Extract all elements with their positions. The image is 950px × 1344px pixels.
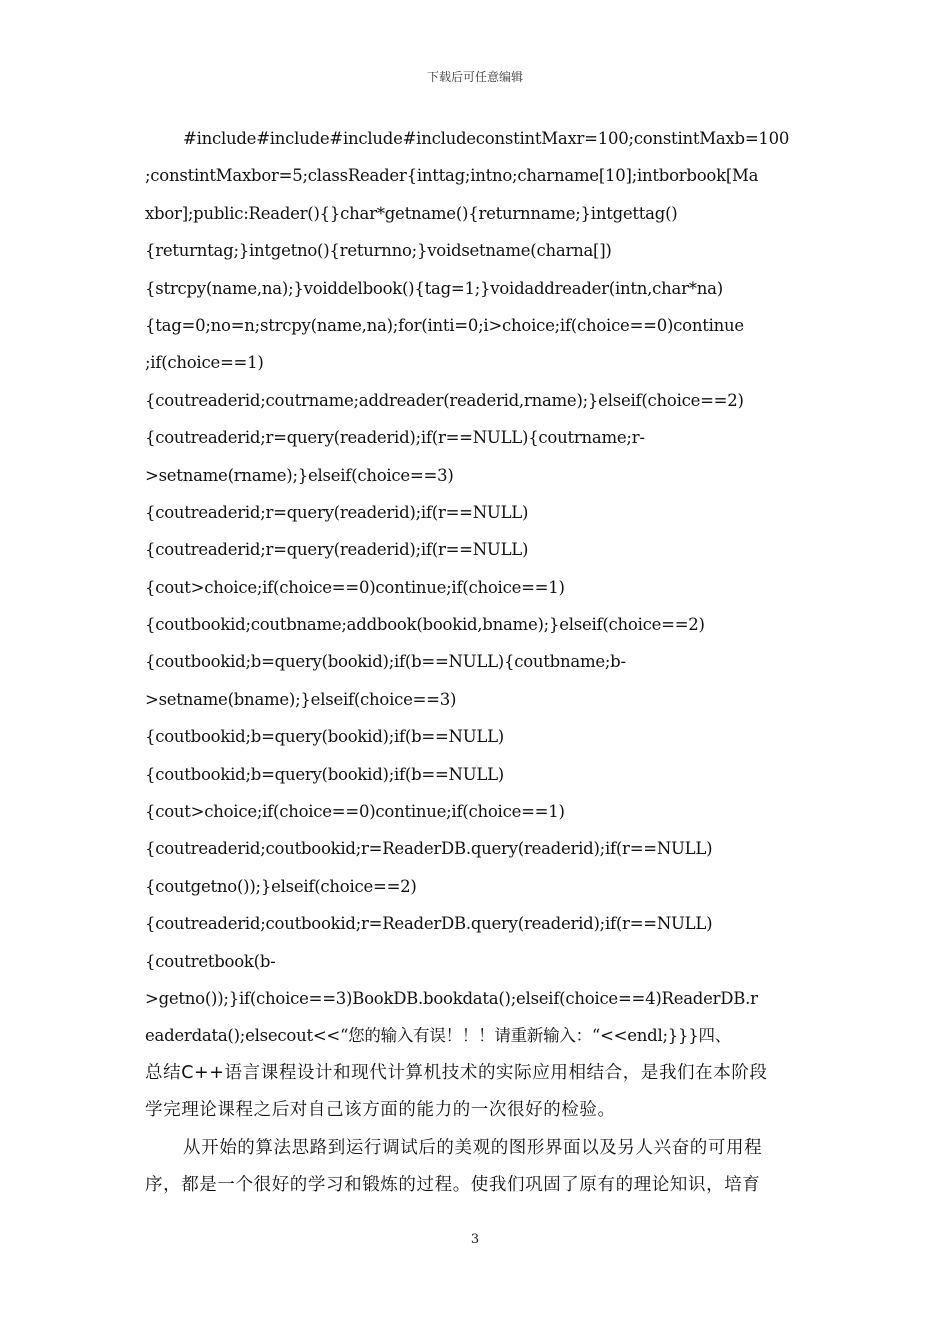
- code-line: >getno());}if(choice==3)BookDB.bookdata();elseif(choice==4)ReaderDB.r: [145, 988, 758, 1008]
- code-line: {coutgetno());}elseif(choice==2): [145, 876, 417, 896]
- code-line: {coutreaderid;r=query(readerid);if(r==NULL): [145, 540, 529, 560]
- code-line: {tag=0;no=n;strcpy(name,na);for(inti=0;i>choice;if(choice==0)continue: [145, 315, 744, 335]
- paragraph-line: 从开始的算法思路到运行调试后的美观的图形界面以及另人兴奋的可用程: [183, 1137, 763, 1158]
- code-line: {coutbookid;b=query(bookid);if(b==NULL): [145, 727, 504, 747]
- page-number: 3: [470, 1232, 480, 1247]
- code-line: {coutreaderid;r=query(readerid);if(r==NULL){coutrname;r-: [145, 428, 645, 448]
- code-line: eaderdata();elsecout<<“您的输入有误！！！请重新输入：“<<endl;}}}四、: [145, 1026, 732, 1046]
- code-line: {cout>choice;if(choice==0)continue;if(choice==1): [145, 802, 565, 822]
- code-line: {coutreaderid;r=query(readerid);if(r==NULL): [145, 502, 529, 522]
- code-line: {returntag;}intgetno(){returnno;}voidsetname(charna[]): [145, 241, 612, 261]
- code-line: {strcpy(name,na);}voiddelbook(){tag=1;}voidaddreader(intn,char*na): [145, 278, 723, 298]
- code-line: {coutreaderid;coutrname;addreader(readerid,rname);}elseif(choice==2): [145, 390, 744, 410]
- page-header: 下载后可任意编辑: [426, 70, 523, 84]
- code-line: {coutretbook(b-: [145, 951, 276, 971]
- code-line: {coutbookid;b=query(bookid);if(b==NULL){coutbname;b-: [145, 652, 626, 672]
- code-line: >setname(bname);}elseif(choice==3): [145, 689, 457, 709]
- summary-paragraph-line: 总结C++语言课程设计和现代计算机技术的实际应用相结合，是我们在本阶段: [145, 1062, 768, 1083]
- code-line: {cout>choice;if(choice==0)continue;if(choice==1): [145, 577, 565, 597]
- code-line: ;if(choice==1): [145, 353, 264, 373]
- code-line: {coutbookid;b=query(bookid);if(b==NULL): [145, 764, 504, 784]
- code-line: {coutreaderid;coutbookid;r=ReaderDB.query(readerid);if(r==NULL): [145, 839, 713, 859]
- paragraph-line: 序，都是一个很好的学习和锻炼的过程。使我们巩固了原有的理论知识，培育: [145, 1174, 761, 1195]
- code-line: {coutbookid;coutbname;addbook(bookid,bname);}elseif(choice==2): [145, 615, 705, 635]
- summary-paragraph-line: 学完理论课程之后对自己该方面的能力的一次很好的检验。: [145, 1100, 616, 1121]
- code-line: >setname(rname);}elseif(choice==3): [145, 465, 454, 485]
- code-line: ;constintMaxbor=5;classReader{inttag;intno;charname[10];intborbook[Ma: [145, 166, 759, 186]
- code-line: {coutreaderid;coutbookid;r=ReaderDB.query(readerid);if(r==NULL): [145, 914, 713, 934]
- code-line: xbor];public:Reader(){}char*getname(){returnname;}intgettag(): [145, 203, 678, 223]
- code-line: #include#include#include#includeconstintMaxr=100;constintMaxb=100: [183, 129, 790, 148]
- document-body: [145, 120, 810, 1204]
